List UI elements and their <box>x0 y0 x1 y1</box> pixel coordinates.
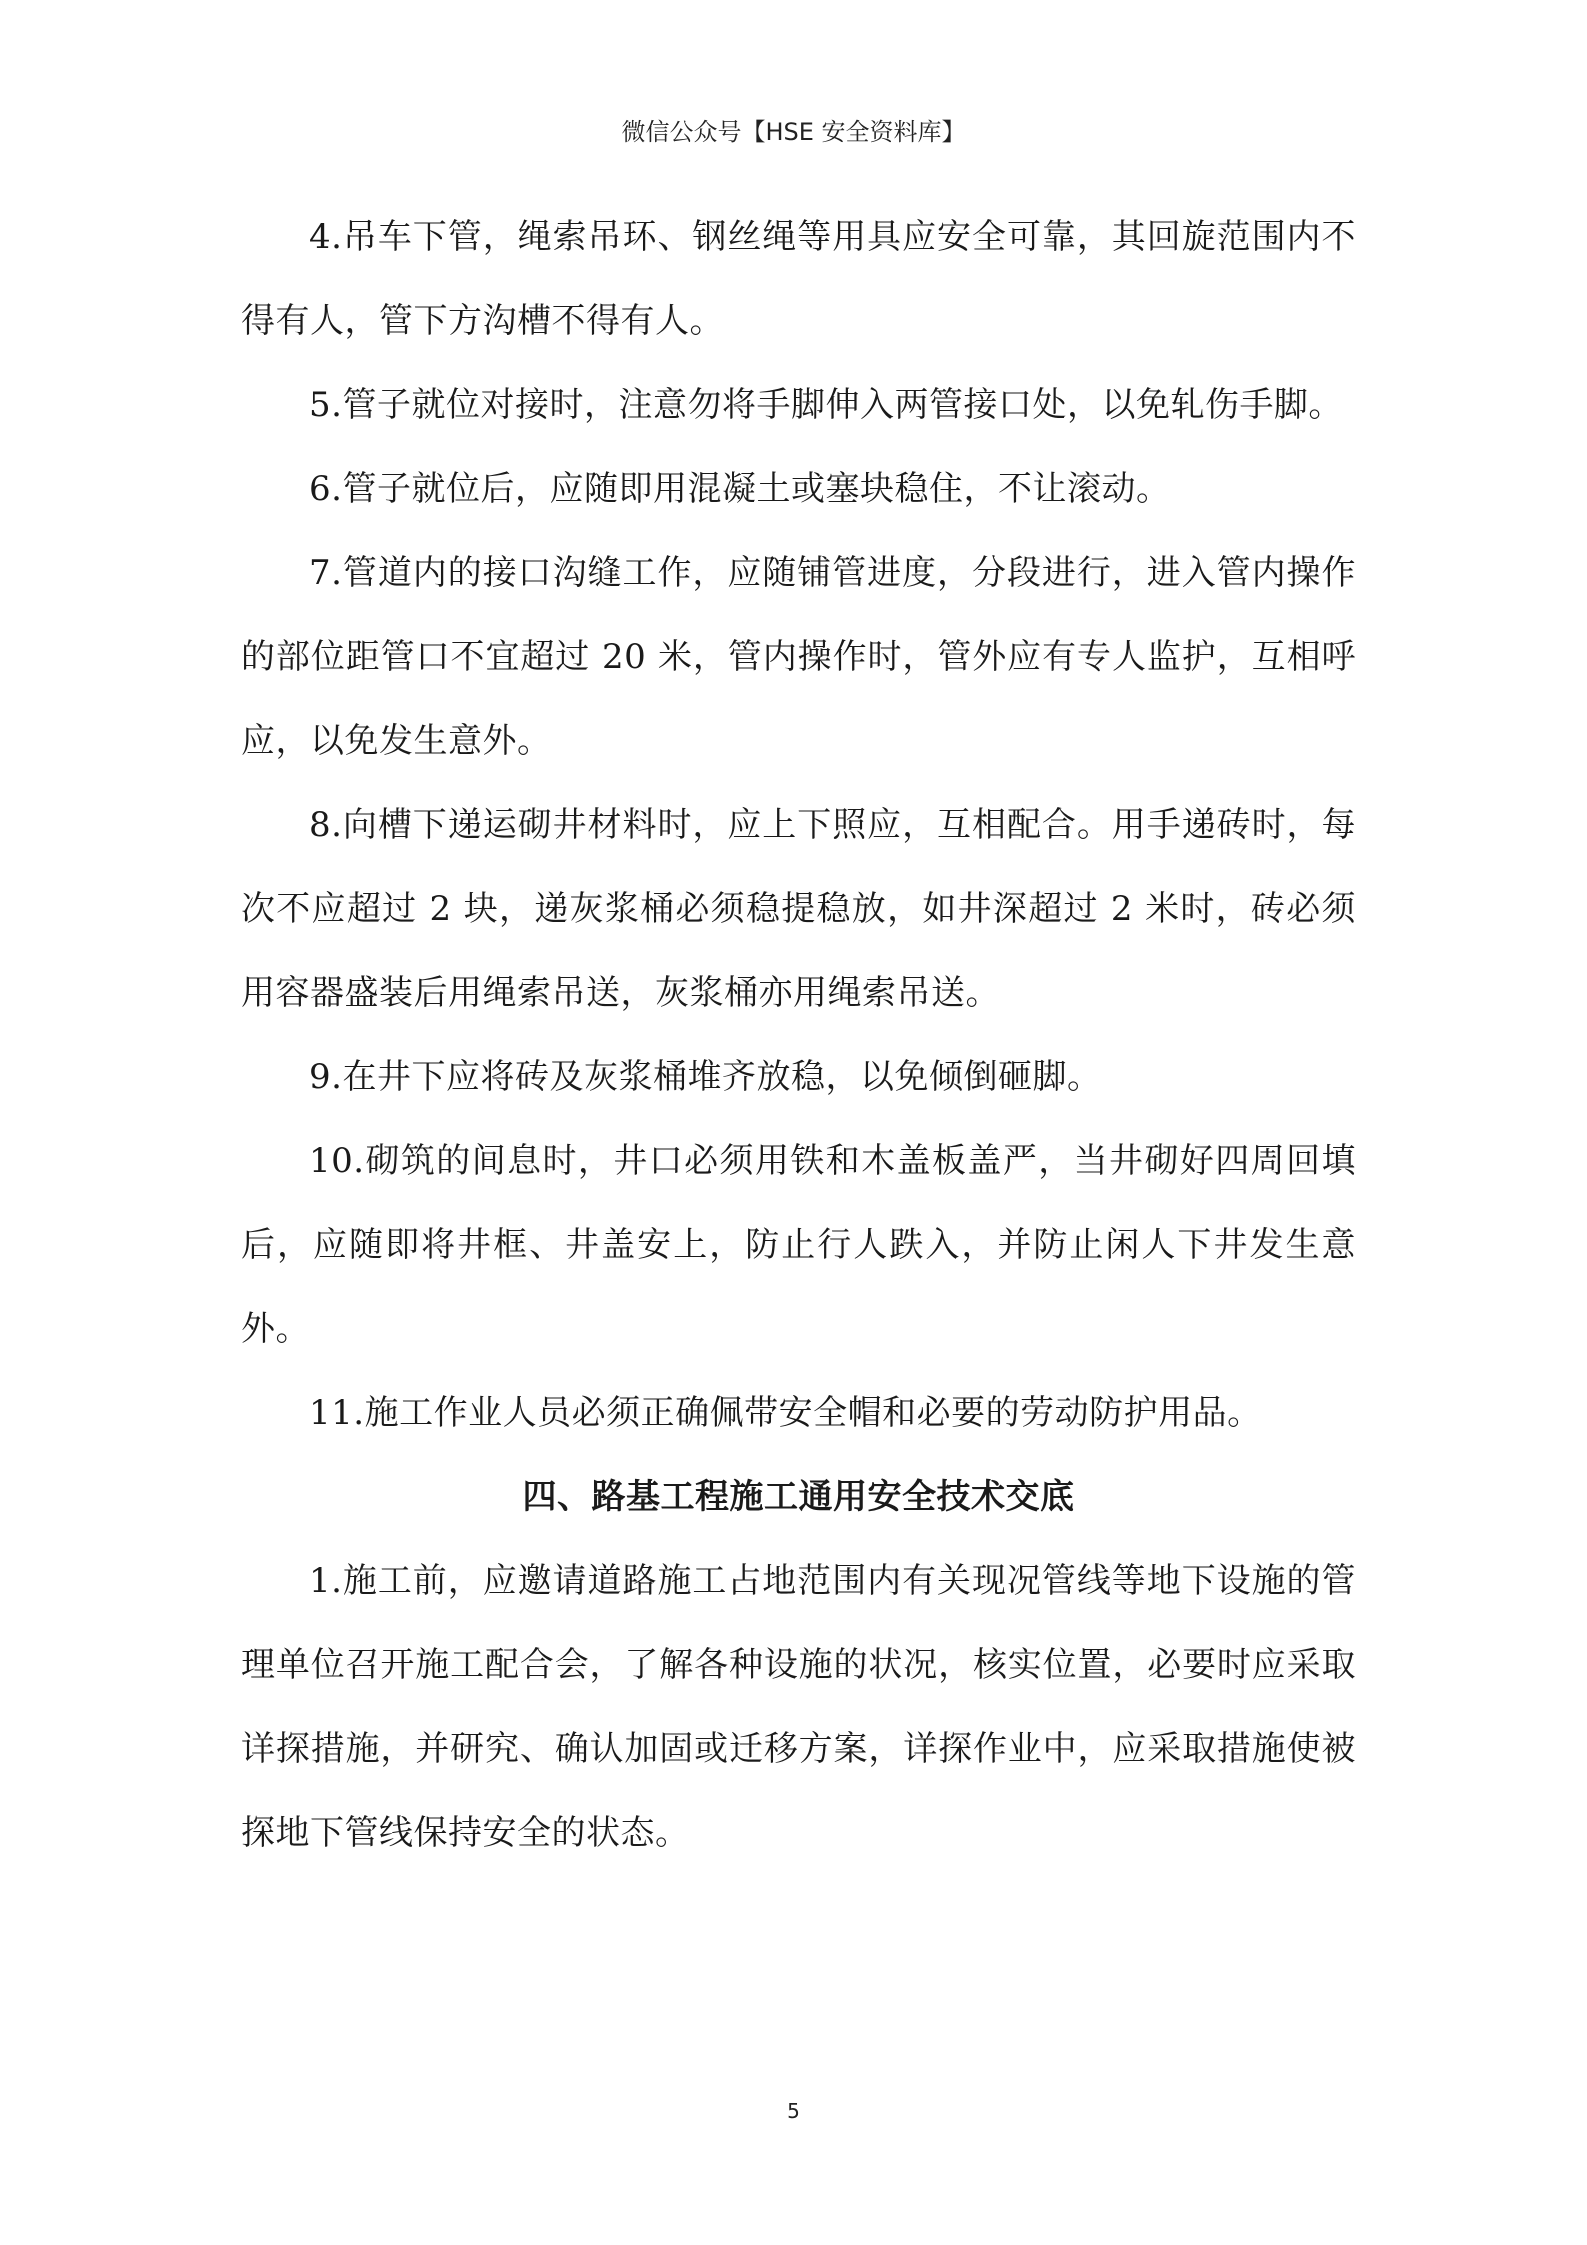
page-number: 5 <box>787 2099 800 2123</box>
paragraph-item-8: 8.向槽下递运砌井材料时，应上下照应，互相配合。用手递砖时，每次不应超过 2 块，递灰浆桶必须稳提稳放，如井深超过 2 米时，砖必须用容器盛装后用绳索吊送，灰浆桶亦用绳索吊送。 <box>241 805 1356 1013</box>
paragraph-item-5: 5.管子就位对接时，注意勿将手脚伸入两管接口处，以免轧伤手脚。 <box>309 385 1343 425</box>
section-paragraph-1: 1.施工前，应邀请道路施工占地范围内有关现况管线等地下设施的管理单位召开施工配合会，了解各种设施的状况，核实位置，必要时应采取详探措施，并研究、确认加固或迁移方案，详探作业中，应采取措施使被探地下管线保持安全的状态。 <box>241 1561 1356 1853</box>
paragraph-item-6: 6.管子就位后，应随即用混凝土或塞块稳住，不让滚动。 <box>309 469 1171 509</box>
paragraph-item-11: 11.施工作业人员必须正确佩带安全帽和必要的劳动防护用品。 <box>309 1393 1262 1433</box>
paragraph-item-9: 9.在井下应将砖及灰浆桶堆齐放稳，以免倾倒砸脚。 <box>309 1057 1102 1097</box>
document-body <box>241 195 1356 1875</box>
section-heading: 四、路基工程施工通用安全技术交底 <box>522 1477 1075 1517</box>
paragraph-item-7: 7.管道内的接口沟缝工作，应随铺管进度，分段进行，进入管内操作的部位距管口不宜超过 20 米，管内操作时，管外应有专人监护，互相呼应，以免发生意外。 <box>241 553 1356 761</box>
paragraph-item-10: 10.砌筑的间息时，井口必须用铁和木盖板盖严，当井砌好四周回填后，应随即将井框、井盖安上，防止行人跌入，并防止闲人下井发生意外。 <box>241 1141 1356 1349</box>
page-header: 微信公众号【HSE 安全资料库】 <box>621 118 966 146</box>
paragraph-item-4: 4.吊车下管，绳索吊环、钢丝绳等用具应安全可靠，其回旋范围内不得有人，管下方沟槽不得有人。 <box>241 217 1356 341</box>
